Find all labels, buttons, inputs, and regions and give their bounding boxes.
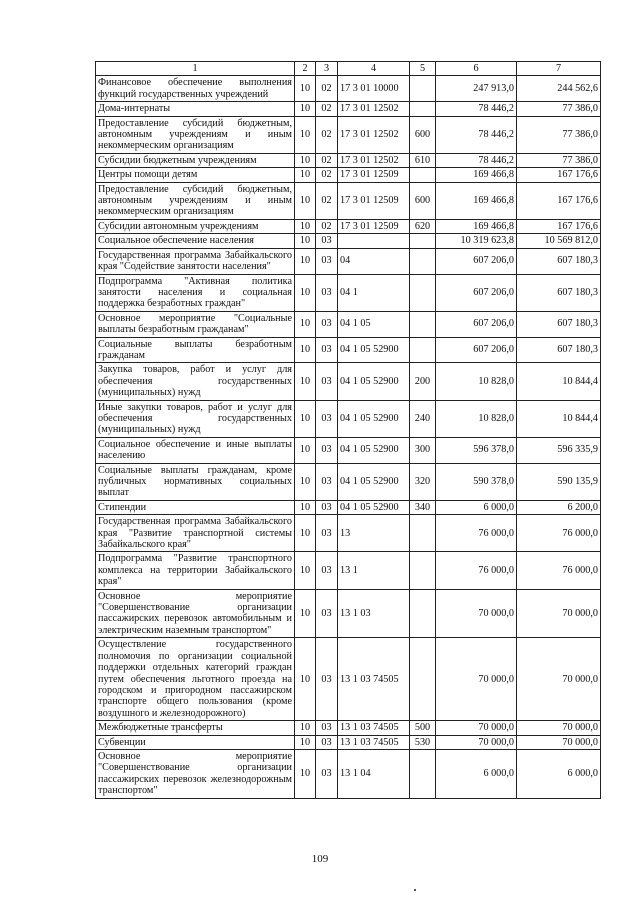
- target-article-code: 04 1 05 52900: [338, 463, 410, 500]
- amount-year-1: 607 206,0: [436, 274, 517, 311]
- subsection-code: 03: [316, 589, 338, 638]
- section-code: 10: [295, 638, 316, 721]
- expense-type-code: 300: [410, 437, 436, 463]
- amount-year-2: 76 000,0: [517, 515, 601, 552]
- table-row: [96, 463, 601, 500]
- section-code: 10: [295, 749, 316, 798]
- amount-year-1: 70 000,0: [436, 638, 517, 721]
- target-article-code: 13 1 03 74505: [338, 638, 410, 721]
- row-name: Финансовое обеспечение выполнения функций государственных учреждений: [96, 76, 295, 102]
- column-header: 2: [295, 62, 316, 76]
- table-row: [96, 102, 601, 116]
- row-name: Закупка товаров, работ и услуг для обеспечения государственных (муниципальных) нужд: [96, 363, 295, 400]
- row-name: Основное мероприятие "Совершенствование организации пассажирских перевозок автомобильным и электрическим наземным транспортом": [96, 589, 295, 638]
- section-code: 10: [295, 274, 316, 311]
- section-code: 10: [295, 463, 316, 500]
- row-name: Межбюджетные трансферты: [96, 721, 295, 735]
- expense-type-code: [410, 76, 436, 102]
- target-article-code: 17 3 01 10000: [338, 76, 410, 102]
- amount-year-1: 607 206,0: [436, 311, 517, 337]
- amount-year-1: 169 466,8: [436, 182, 517, 219]
- expense-type-code: [410, 274, 436, 311]
- amount-year-2: 77 386,0: [517, 116, 601, 153]
- section-code: 10: [295, 182, 316, 219]
- subsection-code: 03: [316, 735, 338, 749]
- target-article-code: 04: [338, 248, 410, 274]
- amount-year-1: 70 000,0: [436, 589, 517, 638]
- row-name: Социальное обеспечение и иные выплаты населению: [96, 437, 295, 463]
- row-name: Субсидии бюджетным учреждениям: [96, 153, 295, 167]
- amount-year-2: 167 176,6: [517, 219, 601, 233]
- expense-type-code: 530: [410, 735, 436, 749]
- section-code: 10: [295, 500, 316, 514]
- expense-type-code: [410, 749, 436, 798]
- section-code: 10: [295, 248, 316, 274]
- amount-year-2: 607 180,3: [517, 311, 601, 337]
- subsection-code: 03: [316, 437, 338, 463]
- amount-year-1: 6 000,0: [436, 749, 517, 798]
- amount-year-1: 70 000,0: [436, 735, 517, 749]
- amount-year-1: 78 446,2: [436, 116, 517, 153]
- expense-type-code: [410, 234, 436, 248]
- subsection-code: 02: [316, 168, 338, 182]
- target-article-code: 17 3 01 12502: [338, 153, 410, 167]
- row-name: Центры помощи детям: [96, 168, 295, 182]
- section-code: 10: [295, 102, 316, 116]
- table-row: [96, 363, 601, 400]
- section-code: 10: [295, 515, 316, 552]
- target-article-code: 17 3 01 12509: [338, 219, 410, 233]
- target-article-code: 17 3 01 12509: [338, 168, 410, 182]
- section-code: 10: [295, 363, 316, 400]
- expense-type-code: [410, 337, 436, 363]
- expense-type-code: 620: [410, 219, 436, 233]
- subsection-code: 03: [316, 337, 338, 363]
- expense-type-code: [410, 515, 436, 552]
- target-article-code: 17 3 01 12502: [338, 116, 410, 153]
- table-row: [96, 721, 601, 735]
- expense-type-code: 340: [410, 500, 436, 514]
- amount-year-1: 78 446,2: [436, 153, 517, 167]
- target-article-code: 04 1 05 52900: [338, 337, 410, 363]
- amount-year-1: 607 206,0: [436, 337, 517, 363]
- subsection-code: 02: [316, 153, 338, 167]
- target-article-code: 13 1 03 74505: [338, 735, 410, 749]
- row-name: Осуществление государственного полномочия по организации социальной поддержки отдельных категорий граждан путем обеспечения льготного проезда на городском и пригородном пассажирском транспорте общего пользования (кроме воздушного и железнодорожного): [96, 638, 295, 721]
- expense-type-code: [410, 638, 436, 721]
- column-header: 4: [338, 62, 410, 76]
- subsection-code: 02: [316, 76, 338, 102]
- amount-year-2: 607 180,3: [517, 274, 601, 311]
- row-name: Дома-интернаты: [96, 102, 295, 116]
- amount-year-2: 77 386,0: [517, 153, 601, 167]
- table-row: [96, 589, 601, 638]
- subsection-code: 03: [316, 400, 338, 437]
- expense-type-code: [410, 248, 436, 274]
- section-code: 10: [295, 337, 316, 363]
- section-code: 10: [295, 721, 316, 735]
- target-article-code: 13 1 03: [338, 589, 410, 638]
- section-code: 10: [295, 168, 316, 182]
- target-article-code: 13 1 04: [338, 749, 410, 798]
- amount-year-1: 607 206,0: [436, 248, 517, 274]
- amount-year-1: 169 466,8: [436, 219, 517, 233]
- column-header: 6: [436, 62, 517, 76]
- column-header: 1: [96, 62, 295, 76]
- expense-type-code: 600: [410, 116, 436, 153]
- row-name: Субвенции: [96, 735, 295, 749]
- table-row: [96, 552, 601, 589]
- target-article-code: 04 1 05 52900: [338, 363, 410, 400]
- section-code: 10: [295, 311, 316, 337]
- amount-year-2: 590 135,9: [517, 463, 601, 500]
- page-number: 109: [311, 853, 329, 865]
- expense-type-code: 610: [410, 153, 436, 167]
- section-code: 10: [295, 234, 316, 248]
- amount-year-1: 247 913,0: [436, 76, 517, 102]
- budget-table: [95, 61, 601, 799]
- amount-year-1: 169 466,8: [436, 168, 517, 182]
- target-article-code: 17 3 01 12509: [338, 182, 410, 219]
- subsection-code: 03: [316, 463, 338, 500]
- column-header: 3: [316, 62, 338, 76]
- amount-year-1: 10 828,0: [436, 363, 517, 400]
- table-row: [96, 500, 601, 514]
- section-code: 10: [295, 735, 316, 749]
- subsection-code: 03: [316, 248, 338, 274]
- amount-year-2: 167 176,6: [517, 168, 601, 182]
- subsection-code: 02: [316, 219, 338, 233]
- target-article-code: 17 3 01 12502: [338, 102, 410, 116]
- row-name: Предоставление субсидий бюджетным, автономным учреждениям и иным некоммерческим организациям: [96, 182, 295, 219]
- section-code: 10: [295, 153, 316, 167]
- section-code: 10: [295, 219, 316, 233]
- row-name: Социальное обеспечение населения: [96, 234, 295, 248]
- table-row: [96, 337, 601, 363]
- subsection-code: 03: [316, 749, 338, 798]
- subsection-code: 03: [316, 234, 338, 248]
- row-name: Основное мероприятие "Совершенствование организации пассажирских перевозок железнодорожным транспортом": [96, 749, 295, 798]
- row-name: Социальные выплаты гражданам, кроме публичных нормативных социальных выплат: [96, 463, 295, 500]
- amount-year-2: 10 844,4: [517, 400, 601, 437]
- expense-type-code: 500: [410, 721, 436, 735]
- row-name: Иные закупки товаров, работ и услуг для обеспечения государственных (муниципальных) нужд: [96, 400, 295, 437]
- amount-year-2: 70 000,0: [517, 721, 601, 735]
- amount-year-2: 10 844,4: [517, 363, 601, 400]
- subsection-code: 02: [316, 116, 338, 153]
- table-row: [96, 735, 601, 749]
- expense-type-code: 320: [410, 463, 436, 500]
- amount-year-2: 70 000,0: [517, 638, 601, 721]
- target-article-code: 13 1: [338, 552, 410, 589]
- target-article-code: 13 1 03 74505: [338, 721, 410, 735]
- table-row: [96, 248, 601, 274]
- table-row: [96, 182, 601, 219]
- table-row: [96, 153, 601, 167]
- row-name: Социальные выплаты безработным гражданам: [96, 337, 295, 363]
- column-header: 7: [517, 62, 601, 76]
- subsection-code: 03: [316, 552, 338, 589]
- row-name: Государственная программа Забайкальского края "Содействие занятости населения": [96, 248, 295, 274]
- subsection-code: 03: [316, 515, 338, 552]
- amount-year-1: 590 378,0: [436, 463, 517, 500]
- amount-year-1: 76 000,0: [436, 515, 517, 552]
- subsection-code: 03: [316, 274, 338, 311]
- table-row: [96, 234, 601, 248]
- target-article-code: 13: [338, 515, 410, 552]
- amount-year-2: 607 180,3: [517, 337, 601, 363]
- section-code: 10: [295, 589, 316, 638]
- table-row: [96, 400, 601, 437]
- section-code: 10: [295, 400, 316, 437]
- amount-year-2: 70 000,0: [517, 589, 601, 638]
- section-code: 10: [295, 76, 316, 102]
- amount-year-1: 10 828,0: [436, 400, 517, 437]
- expense-type-code: 200: [410, 363, 436, 400]
- expense-type-code: [410, 168, 436, 182]
- amount-year-2: 70 000,0: [517, 735, 601, 749]
- expense-type-code: 600: [410, 182, 436, 219]
- scan-artifact: [414, 889, 416, 891]
- subsection-code: 03: [316, 721, 338, 735]
- amount-year-2: 76 000,0: [517, 552, 601, 589]
- amount-year-1: 10 319 623,8: [436, 234, 517, 248]
- target-article-code: 04 1 05 52900: [338, 437, 410, 463]
- expense-type-code: [410, 552, 436, 589]
- amount-year-1: 596 378,0: [436, 437, 517, 463]
- row-name: Субсидии автономным учреждениям: [96, 219, 295, 233]
- table-row: [96, 274, 601, 311]
- amount-year-2: 167 176,6: [517, 182, 601, 219]
- table-row: [96, 749, 601, 798]
- table-row: [96, 116, 601, 153]
- table-row: [96, 638, 601, 721]
- expense-type-code: 240: [410, 400, 436, 437]
- target-article-code: [338, 234, 410, 248]
- subsection-code: 02: [316, 102, 338, 116]
- header-row: [96, 62, 601, 76]
- table-row: [96, 437, 601, 463]
- amount-year-1: 78 446,2: [436, 102, 517, 116]
- row-name: Стипендии: [96, 500, 295, 514]
- section-code: 10: [295, 552, 316, 589]
- subsection-code: 03: [316, 311, 338, 337]
- amount-year-2: 77 386,0: [517, 102, 601, 116]
- amount-year-1: 70 000,0: [436, 721, 517, 735]
- row-name: Подпрограмма "Активная политика занятости населения и социальная поддержка безработных граждан": [96, 274, 295, 311]
- target-article-code: 04 1: [338, 274, 410, 311]
- amount-year-2: 10 569 812,0: [517, 234, 601, 248]
- amount-year-2: 607 180,3: [517, 248, 601, 274]
- table-row: [96, 515, 601, 552]
- target-article-code: 04 1 05 52900: [338, 400, 410, 437]
- row-name: Предоставление субсидий бюджетным, автономным учреждениям и иным некоммерческим организациям: [96, 116, 295, 153]
- amount-year-2: 596 335,9: [517, 437, 601, 463]
- expense-type-code: [410, 311, 436, 337]
- target-article-code: 04 1 05 52900: [338, 500, 410, 514]
- amount-year-2: 244 562,6: [517, 76, 601, 102]
- expense-type-code: [410, 102, 436, 116]
- table-row: [96, 311, 601, 337]
- subsection-code: 03: [316, 363, 338, 400]
- column-header: 5: [410, 62, 436, 76]
- expense-type-code: [410, 589, 436, 638]
- row-name: Государственная программа Забайкальского края "Развитие транспортной системы Забайкальского края": [96, 515, 295, 552]
- row-name: Основное мероприятие "Социальные выплаты безработным гражданам": [96, 311, 295, 337]
- table-row: [96, 76, 601, 102]
- subsection-code: 02: [316, 182, 338, 219]
- subsection-code: 03: [316, 500, 338, 514]
- target-article-code: 04 1 05: [338, 311, 410, 337]
- amount-year-1: 6 000,0: [436, 500, 517, 514]
- amount-year-1: 76 000,0: [436, 552, 517, 589]
- table-row: [96, 168, 601, 182]
- subsection-code: 03: [316, 638, 338, 721]
- table-row: [96, 219, 601, 233]
- section-code: 10: [295, 116, 316, 153]
- amount-year-2: 6 200,0: [517, 500, 601, 514]
- row-name: Подпрограмма "Развитие транспортного комплекса на территории Забайкальского края": [96, 552, 295, 589]
- amount-year-2: 6 000,0: [517, 749, 601, 798]
- section-code: 10: [295, 437, 316, 463]
